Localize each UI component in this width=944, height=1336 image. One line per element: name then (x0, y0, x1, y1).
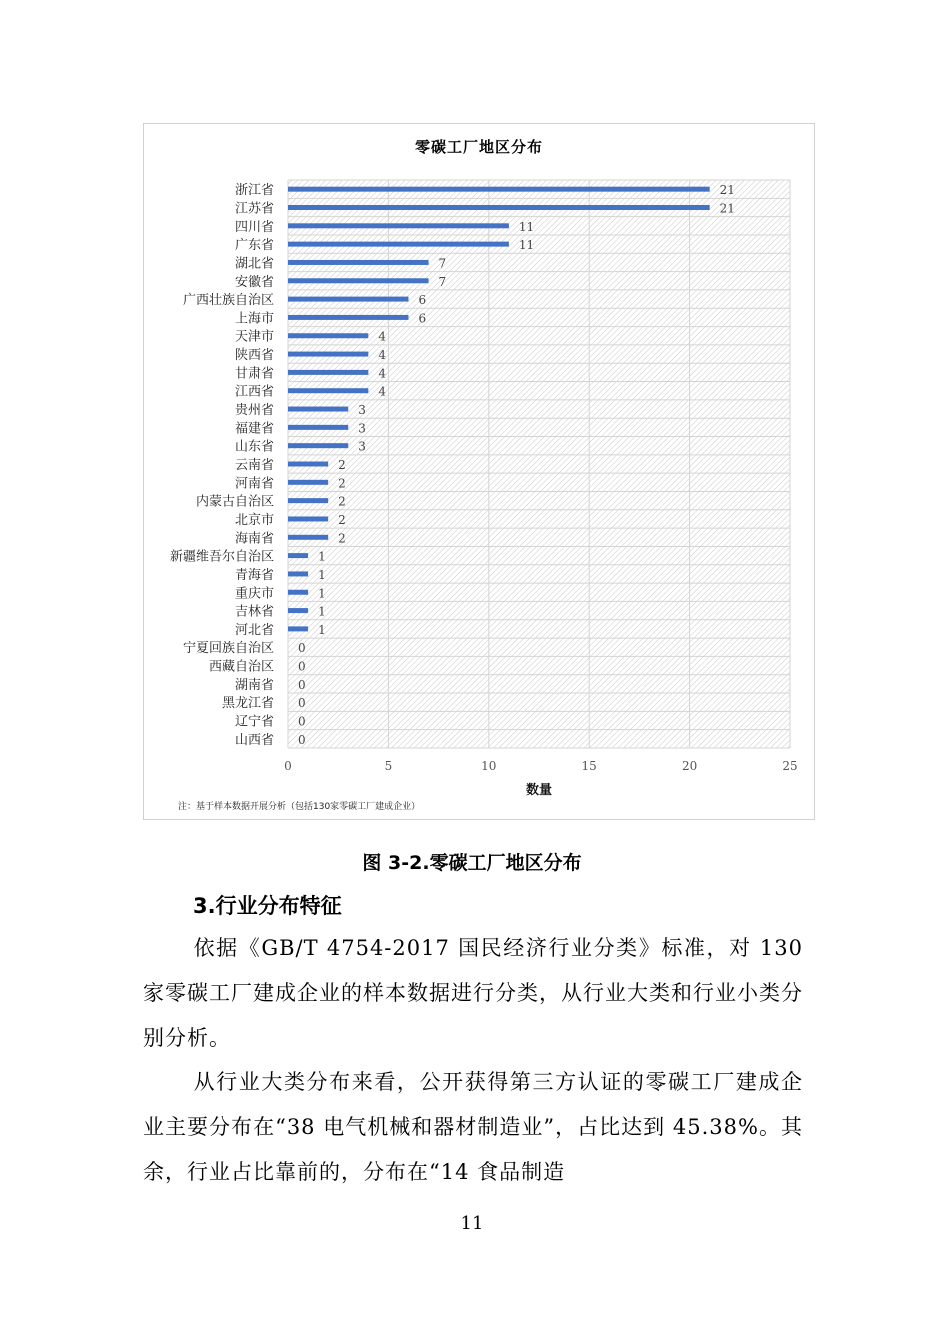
bar-chart (144, 124, 814, 819)
bar (288, 480, 328, 485)
category-label: 黑龙江省 (221, 696, 274, 712)
bar (288, 297, 408, 302)
data-label: 0 (298, 714, 306, 729)
bar (288, 626, 308, 631)
category-label: 甘肃省 (234, 366, 274, 382)
data-label: 4 (378, 366, 386, 381)
bar (288, 278, 429, 283)
category-label: 西藏自治区 (208, 659, 274, 675)
data-label: 3 (358, 439, 366, 454)
chart-note: 注：基于样本数据开展分析（包括130家零碳工厂建成企业） (178, 802, 421, 812)
data-label: 2 (338, 458, 346, 472)
data-label: 0 (298, 732, 306, 747)
x-axis-label: 数量 (525, 783, 553, 798)
bar (288, 535, 328, 540)
bar (288, 425, 348, 430)
data-label: 4 (378, 348, 386, 363)
category-label: 安徽省 (234, 274, 274, 290)
category-label: 浙江省 (234, 183, 274, 199)
x-tick-label: 20 (681, 759, 698, 773)
data-label: 1 (318, 567, 326, 582)
data-label: 11 (518, 238, 535, 253)
bar (288, 187, 710, 192)
bar (288, 516, 328, 521)
category-label: 广西壮族自治区 (182, 293, 274, 309)
data-label: 0 (298, 641, 306, 656)
category-label: 贵州省 (234, 403, 274, 419)
bar (288, 498, 328, 503)
category-label: 福建省 (234, 421, 274, 437)
category-label: 内蒙古自治区 (195, 494, 274, 510)
chart-frame (143, 123, 815, 820)
data-label: 2 (338, 476, 346, 491)
category-label: 广东省 (234, 238, 274, 254)
data-label: 4 (378, 329, 386, 344)
chart-title: 零碳工厂地区分布 (414, 138, 543, 156)
bar (288, 443, 348, 448)
bar (288, 571, 308, 576)
category-label: 辽宁省 (234, 714, 274, 730)
category-label: 上海市 (234, 311, 274, 327)
data-label: 7 (438, 274, 447, 289)
category-label: 河南省 (234, 476, 274, 492)
category-label: 河北省 (234, 622, 274, 638)
data-label: 21 (719, 201, 735, 216)
category-label: 新疆维吾尔自治区 (169, 549, 274, 565)
category-label: 天津市 (234, 329, 274, 345)
data-label: 0 (298, 659, 306, 674)
data-label: 21 (719, 183, 735, 198)
category-label: 江苏省 (234, 201, 274, 217)
figure-caption: 图 3-2.零碳工厂地区分布 (362, 852, 582, 874)
data-label: 3 (358, 403, 366, 418)
data-label: 2 (338, 494, 346, 509)
category-label: 吉林省 (234, 604, 274, 620)
bar (288, 315, 408, 320)
data-label: 1 (318, 604, 326, 619)
data-label: 6 (418, 311, 427, 326)
category-label: 重庆市 (234, 586, 274, 602)
paragraph-1-text: 依据《GB/T 4754-2017 国民经济行业分类》标准，对 130 家零碳工厂建成企业的样本数据进行分类，从行业大类和行业小类分别分析。 (143, 936, 803, 1050)
category-label: 山东省 (234, 439, 274, 455)
data-label: 11 (518, 219, 535, 234)
category-label: 四川省 (234, 219, 274, 235)
category-label: 海南省 (234, 531, 274, 547)
data-label: 1 (318, 549, 326, 564)
x-tick-label: 5 (384, 759, 393, 773)
bar (288, 205, 710, 210)
data-label: 2 (338, 531, 346, 546)
data-label: 6 (418, 293, 427, 308)
bar (288, 333, 368, 338)
page-number: 11 (460, 1213, 484, 1234)
bar (288, 407, 348, 412)
bar (288, 388, 368, 393)
category-label: 湖北省 (234, 256, 274, 272)
bar (288, 462, 328, 467)
data-label: 1 (318, 586, 326, 601)
category-label: 云南省 (234, 458, 274, 473)
bar (288, 590, 308, 595)
data-label: 3 (358, 421, 366, 436)
bar (288, 370, 368, 375)
data-label: 4 (378, 384, 386, 399)
category-label: 北京市 (234, 512, 274, 528)
category-label: 陕西省 (234, 348, 274, 364)
category-label: 湖南省 (234, 677, 274, 693)
data-label: 2 (338, 512, 346, 527)
category-label: 山西省 (234, 732, 274, 748)
data-label: 0 (298, 677, 306, 692)
category-label: 青海省 (234, 567, 274, 583)
category-label: 江西省 (234, 384, 274, 400)
plot-area (288, 180, 790, 748)
bar (288, 242, 509, 247)
bar (288, 223, 509, 228)
bar (288, 553, 308, 558)
bar (288, 260, 429, 265)
category-label: 宁夏回族自治区 (182, 641, 274, 657)
data-label: 1 (318, 622, 326, 637)
paragraph-1 (143, 926, 803, 1061)
bar (288, 352, 368, 357)
paragraph-2 (143, 1060, 803, 1195)
bar (288, 608, 308, 613)
x-tick-label: 10 (481, 759, 497, 773)
x-tick-label: 15 (581, 759, 597, 773)
data-label: 7 (438, 256, 447, 271)
x-tick-label: 0 (284, 759, 292, 773)
section-heading: 3.行业分布特征 (193, 894, 342, 918)
paragraph-2-text: 从行业大类分布来看，公开获得第三方认证的零碳工厂建成企业主要分布在“38 电气机械和器材制造业”，占比达到 45.38%。其余，行业占比靠前的，分布在“14 食品制造 (143, 1070, 803, 1184)
data-label: 0 (298, 696, 306, 711)
x-tick-label: 25 (782, 759, 798, 773)
